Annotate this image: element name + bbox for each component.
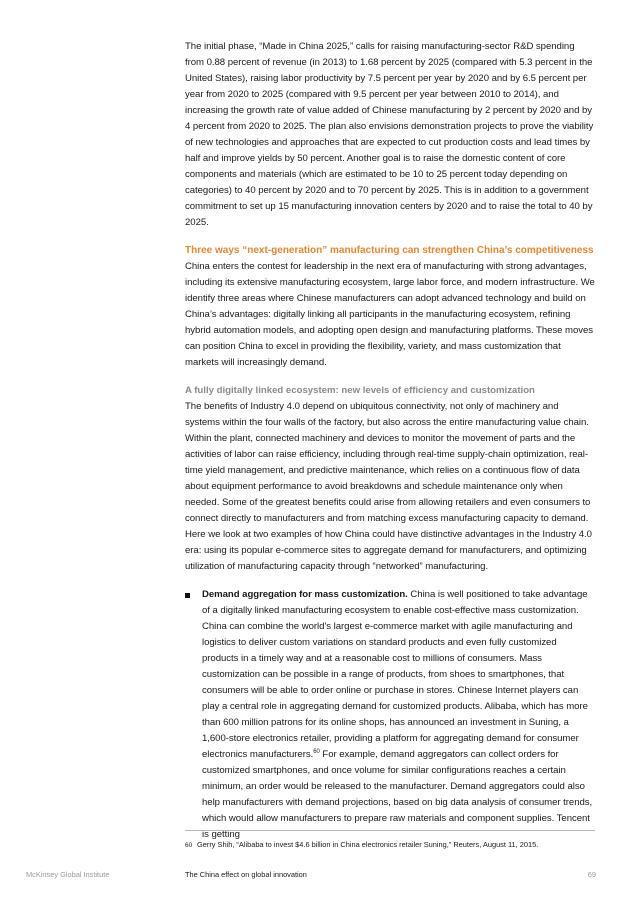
paragraph-advantages: China enters the contest for leadership in the next era of manufacturing with strong advantages, including its extensive manufacturing ecosystem, large labor force, and modern infrastructure. We identify three areas where Chinese manufacturers can adopt advanced technology and build on China’s advantages: digitally linking all participants in the manufacturing ecosystem, refining hybrid automation models, and adopting open design and manufacturing platforms. These moves can position China to excel in providing the flexibility, variety, and mass customization that markets will increasingly demand.: [185, 260, 595, 368]
subsection-heading: A fully digitally linked ecosystem: new levels of efficiency and customization: [185, 384, 535, 396]
bullet-text: [202, 587, 595, 843]
bullet-body-continued: For example, demand aggregators can collect orders for customized smartphones, and once volume for similar configurations reaches a certain minimum, an order would be released to the manufacturer. Demand aggregators could also help manufacturers with demand projections, based on big data analysis of consumer trends, which would allow manufacturers to prepare raw materials and component supplies. Tencent is getting: [202, 748, 593, 840]
paragraph-industry-4: The benefits of Industry 4.0 depend on ubiquitous connectivity, not only of machinery and systems within the four walls of the factory, but also across the entire manufacturing value chain. Within the plant, connected machinery and devices to monitor the movement of parts and the activities of labor can raise efficiency, including through real-time supply-chain optimization, real-time yield management, and predictive maintenance, which relies on a continuous flow of data about equipment performance to avoid breakdowns and schedule maintenance only when needed. Some of the greatest benefits could arise from allowing retailers and even consumers to connect directly to manufacturers and from matching excess manufacturing capacity to demand. Here we look at two examples of how China could have distinctive advantages in the Industry 4.0 era: using its popular e-commerce sites to aggregate demand for manufacturers, and optimizing utilization of manufacturing capacity through “networked” manufacturing.: [185, 400, 592, 572]
page-number: 69: [587, 870, 596, 879]
footnote-number: 60: [185, 842, 193, 849]
footnote-divider: [185, 830, 595, 831]
bullet-lead: Demand aggregation for mass customization.: [202, 588, 408, 600]
footnote-reference[interactable]: 60: [313, 748, 320, 755]
main-content: [185, 39, 595, 843]
bullet-item-demand-aggregation: [185, 587, 595, 843]
footnote: [185, 840, 605, 851]
bullet-square-icon: [185, 593, 190, 598]
paragraph-made-in-china: The initial phase, “Made in China 2025,” calls for raising manufacturing-sector R&D spending from 0.88 percent of revenue (in 2013) to 1.68 percent by 2025 (compared with 5.3 percent in the United States), raising labor productivity by 7.5 percent per year by 2020 and by 6.5 percent per year from 2020 to 2025 (compared with 9.5 percent per year between 2010 to 2014), and increasing the growth rate of value added of Chinese manufacturing by 2 percent by 2020 and by 4 percent from 2020 to 2025. The plan also envisions demonstration projects to prove the viability of new technologies and approaches that are expected to cut production costs and lead times by half and improve yields by 50 percent. Another goal is to raise the domestic content of core components and materials (which are estimated to be 10 to 25 percent today depending on categories) to 40 percent by 2020 and to 70 percent by 2025. This is in addition to a government commitment to set up 15 manufacturing innovation centers by 2020 and to raise the total to 40 by 2025.: [185, 41, 594, 228]
footer-publisher: McKinsey Global Institute: [26, 870, 110, 879]
footnote-text: Gerry Shih, “Alibaba to invest $4.6 billion in China electronics retailer Suning,” Reuters, August 11, 2015.: [197, 840, 539, 849]
footer-report-title: The China effect on global innovation: [185, 870, 307, 879]
section-heading: Three ways “next-generation” manufacturing can strengthen China’s competitiveness: [185, 245, 594, 256]
bullet-body: China is well positioned to take advantage of a digitally linked manufacturing ecosystem to enable cost-effective mass customization. China can combine the world’s largest e-commerce market with agile manufacturing and logistics to deliver custom variations on standard products and even fully customized products in a timely way and at a reasonable cost to millions of consumers. Mass customization can be possible in a range of products, from shoes to smartphones, that consumers will be able to order online or purchase in stores. Chinese Internet players can play a central role in aggregating demand for customized products. Alibaba, which has more than 600 million patrons for its online shops, has announced an investment in Suning, a 1,600-store electronics retailer, providing a platform for aggregating demand for consumer electronics manufacturers.: [202, 588, 588, 760]
